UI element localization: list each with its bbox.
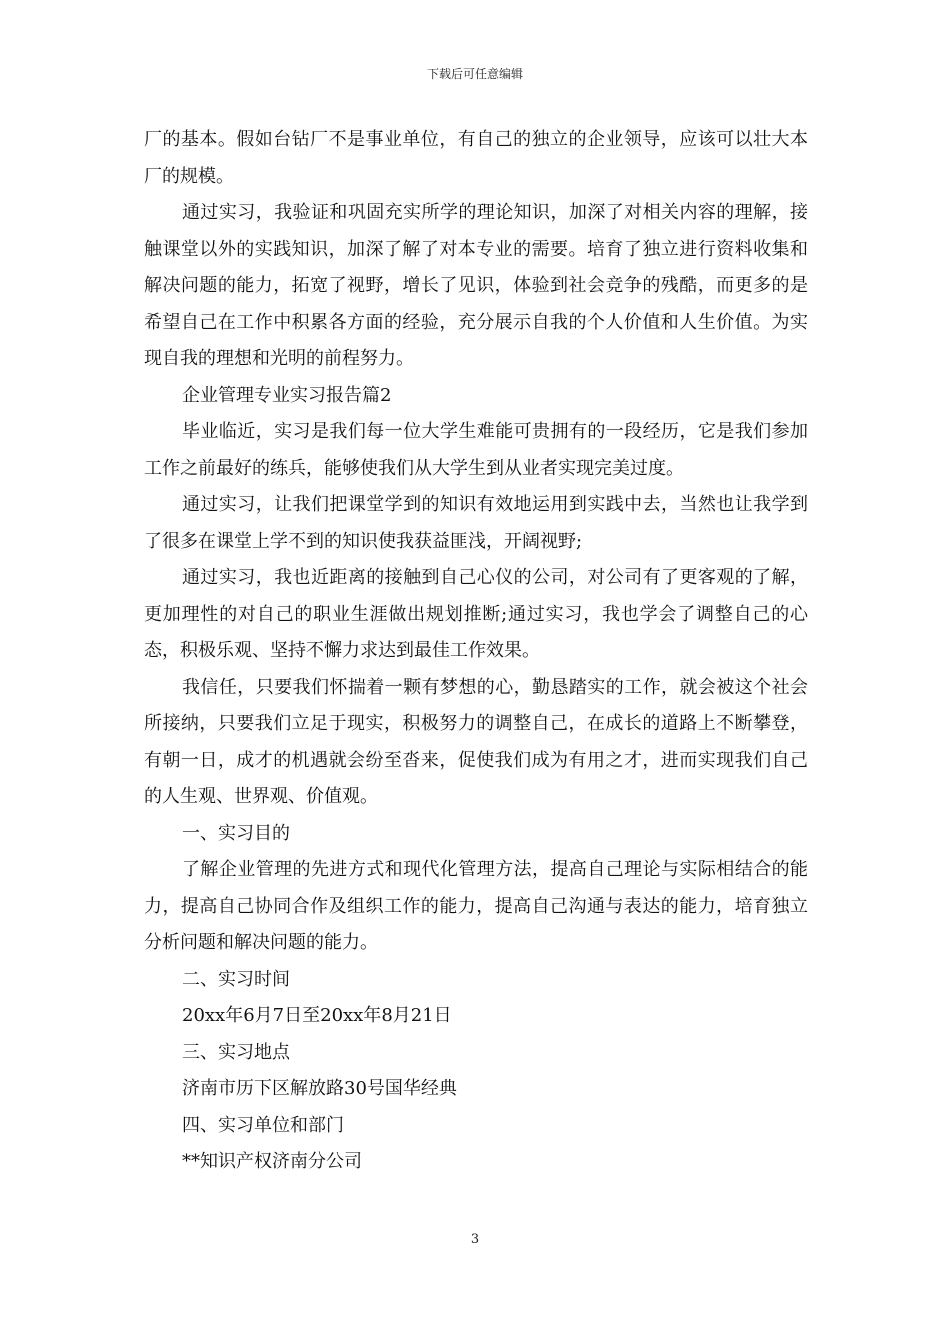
body-paragraph: 通过实习，我验证和巩固充实所学的理论知识，加深了对相关内容的理解，接触课堂以外的实践知识，加深了解了对本专业的需要。培育了独立进行资料收集和解决问题的能力，拓宽了视野，增长了见识，体验到社会竞争的残酷，而更多的是希望自己在工作中积累各方面的经验，充分展示自我的个人价值和人生价值。为实现自我的理想和光明的前程努力。 — [144, 202, 808, 369]
body-paragraph: 了解企业管理的先进方式和现代化管理方法，提高自己理论与实际相结合的能力，提高自己协同合作及组织工作的能力，提高自己沟通与表达的能力，培育独立分析问题和解决问题的能力。 — [144, 859, 808, 953]
page-header: 下载后可任意编辑 — [426, 67, 523, 81]
body-paragraph: 毕业临近，实习是我们每一位大学生难能可贵拥有的一段经历，它是我们参加工作之前最好的练兵，能够使我们从大学生到从业者实现完美过度。 — [144, 421, 808, 479]
body-paragraph: 通过实习，让我们把课堂学到的知识有效地运用到实践中去，当然也让我学到了很多在课堂上学不到的知识使我获益匪浅，开阔视野; — [144, 494, 808, 552]
body-paragraph: 我信任，只要我们怀揣着一颗有梦想的心，勤恳踏实的工作，就会被这个社会所接纳，只要我们立足于现实，积极努力的调整自己，在成长的道路上不断攀登，有朝一日，成才的机遇就会纷至沓来，促使我们成为有用之才，进而实现我们自己的人生观、世界观、价值观。 — [144, 676, 808, 807]
section-heading: 二、实习时间 — [182, 968, 290, 990]
section-title: 企业管理专业实习报告篇2 — [182, 384, 392, 406]
body-paragraph: **知识产权济南分公司 — [182, 1151, 362, 1172]
body-paragraph: 济南市历下区解放路30号国华经典 — [182, 1078, 457, 1099]
body-paragraph: 厂的基本。假如台钻厂不是事业单位，有自己的独立的企业领导，应该可以壮大本厂的规模。 — [144, 129, 808, 187]
section-heading: 三、实习地点 — [182, 1041, 290, 1063]
body-paragraph: 通过实习，我也近距离的接触到自己心仪的公司，对公司有了更客观的了解，更加理性的对自己的职业生涯做出规划推断;通过实习，我也学会了调整自己的心态，积极乐观、坚持不懈力求达到最佳工作效果。 — [144, 567, 808, 661]
section-heading: 四、实习单位和部门 — [182, 1114, 344, 1136]
document-body — [144, 122, 808, 1181]
body-paragraph: 20xx年6月7日至20xx年8月21日 — [182, 1005, 452, 1026]
section-heading: 一、实习目的 — [182, 822, 290, 844]
page-number: 3 — [470, 1232, 480, 1247]
